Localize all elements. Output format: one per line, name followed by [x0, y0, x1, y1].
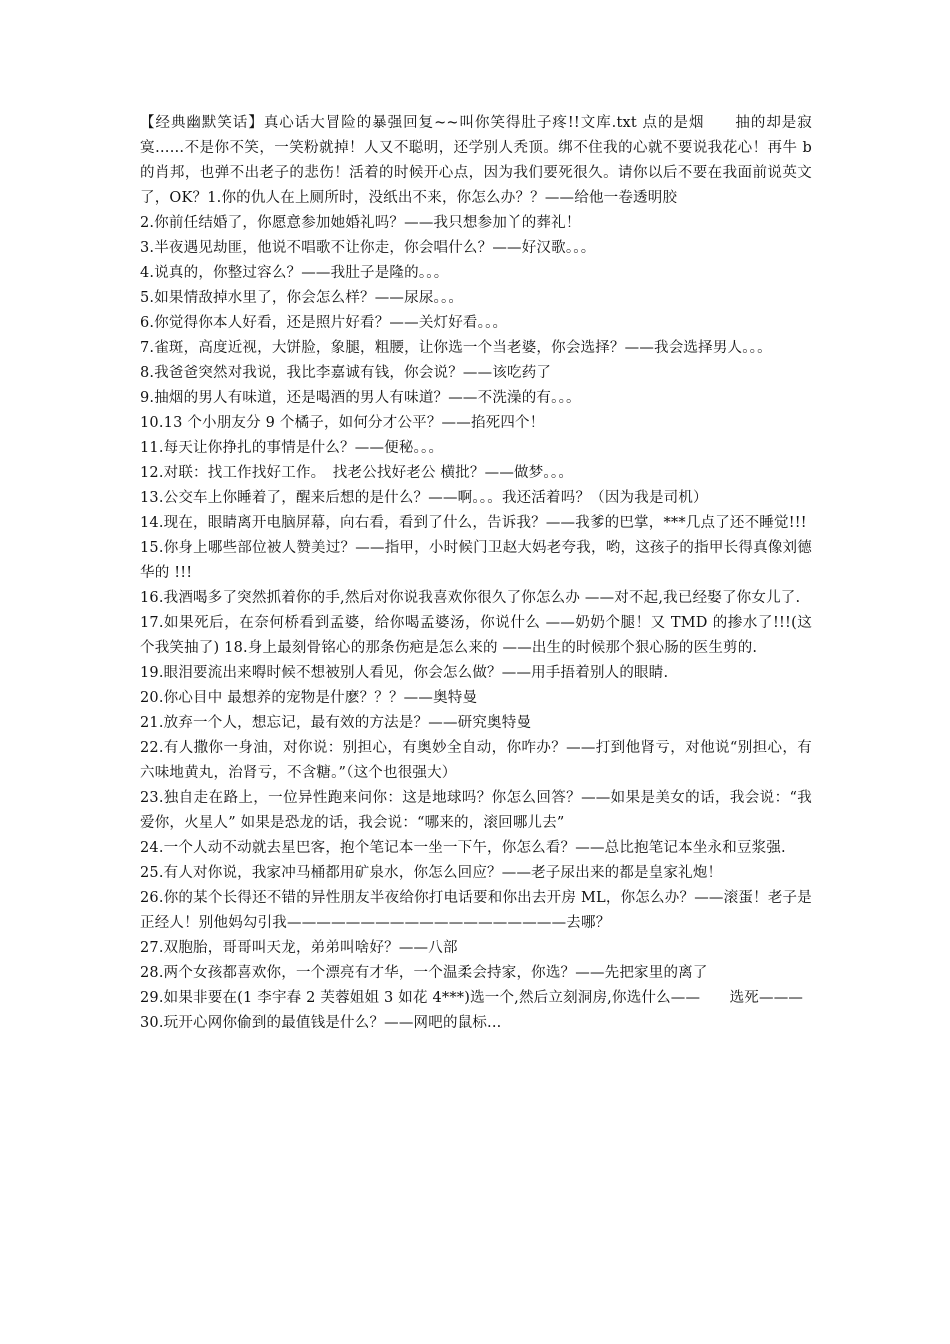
list-item: 9.抽烟的男人有味道，还是喝酒的男人有味道？——不洗澡的有。。。	[140, 390, 581, 406]
intro-paragraph: 【经典幽默笑话】真心话大冒险的暴强回复~~叫你笑得肚子疼!!文库.txt 点的是烟 抽的却是寂寞……不是你不笑，一笑粉就掉！人又不聪明，还学别人秃顶。绑不住我的心就不要说我花心！再牛 b 的肖邦，也弹不出老子的悲伤！活着的时候开心点，因为我们要死很久。请你以后不要在我面前说英文了，OK？1.你的仇人在上厕所时，没纸出不来，你怎么办？？——给他一卷透明胶	[140, 115, 812, 206]
list-item: 17.如果死后，在奈何桥看到孟婆，给你喝孟婆汤，你说什么 ——奶奶个腿！又 TMD 的掺水了!!!(这个我笑抽了) 18.身上最刻骨铭心的那条伤疤是怎么来的 ——出生的时候那个狠心肠的医生剪的.	[140, 615, 812, 656]
list-item: 4.说真的，你整过容么？——我肚子是隆的。。。	[140, 265, 449, 281]
list-item: 12.对联：找工作找好工作。 找老公找好老公 横批？——做梦。。。	[140, 465, 574, 481]
list-item: 30.玩开心网你偷到的最值钱是什么？——网吧的鼠标...	[140, 1015, 502, 1031]
list-item: 10.13 个小朋友分 9 个橘子，如何分才公平？——掐死四个！	[140, 415, 545, 431]
list-item: 20.你心目中 最想养的宠物是什麽？？？——奥特曼	[140, 690, 478, 706]
list-item: 2.你前任结婚了，你愿意参加她婚礼吗？——我只想参加丫的葬礼！	[140, 215, 581, 231]
list-item: 8.我爸爸突然对我说，我比李嘉诚有钱，你会说？——该吃药了	[140, 365, 552, 381]
list-item: 23.独自走在路上，一位异性跑来问你：这是地球吗？你怎么回答？——如果是美女的话，我会说：“我爱你，火星人” 如果是恐龙的话，我会说：“哪来的，滚回哪儿去”	[140, 790, 812, 831]
list-item: 16.我酒喝多了突然抓着你的手,然后对你说我喜欢你很久了你怎么办 ——对不起,我已经娶了你女儿了.	[140, 590, 801, 606]
document-body	[140, 111, 812, 1036]
list-item: 24.一个人动不动就去星巴客，抱个笔记本一坐一下午，你怎么看？——总比抱笔记本坐永和豆浆强.	[140, 840, 786, 856]
list-item: 19.眼泪要流出来嘚时候不想被别人看见，你会怎么做？——用手捂着别人的眼睛.	[140, 665, 669, 681]
list-item: 25.有人对你说，我家冲马桶都用矿泉水，你怎么回应？——老子尿出来的都是皇家礼炮！	[140, 865, 723, 881]
list-item: 14.现在，眼睛离开电脑屏幕，向右看，看到了什么，告诉我？——我爹的巴掌，***几点了还不睡觉!!!	[140, 515, 807, 531]
list-item: 22.有人撒你一身油，对你说：别担心，有奥妙全自动，你咋办？——打到他肾亏，对他说“别担心，有六味地黄丸，治肾亏，不含糖。”（这个也很强大）	[140, 740, 812, 781]
list-item: 7.雀斑，高度近视，大饼脸，象腿，粗腰，让你选一个当老婆，你会选择？——我会选择男人。。。	[140, 340, 772, 356]
list-item: 28.两个女孩都喜欢你，一个漂亮有才华，一个温柔会持家，你选？——先把家里的离了	[140, 965, 708, 981]
list-item: 21.放弃一个人，想忘记，最有效的方法是？——研究奥特曼	[140, 715, 532, 731]
list-item: 27.双胞胎，哥哥叫天龙，弟弟叫啥好？——八部	[140, 940, 458, 956]
list-item: 6.你觉得你本人好看，还是照片好看？——关灯好看。。。	[140, 315, 508, 331]
list-item: 3.半夜遇见劫匪，他说不唱歌不让你走，你会唱什么？——好汉歌。。。	[140, 240, 596, 256]
list-item: 13.公交车上你睡着了，醒来后想的是什么？——啊。。。我还活着吗？（因为我是司机）	[140, 490, 708, 506]
list-item: 5.如果情敌掉水里了，你会怎么样？——尿尿。。。	[140, 290, 464, 306]
list-item: 29.如果非要在(1 李宇春 2 芙蓉姐姐 3 如花 4***)选一个,然后立刻洞房,你选什么—— 选死———	[140, 990, 804, 1006]
list-item: 15.你身上哪些部位被人赞美过？——指甲，小时候门卫赵大妈老夸我，哟，这孩子的指甲长得真像刘德华的 !!!	[140, 540, 812, 581]
list-item: 26.你的某个长得还不错的异性朋友半夜给你打电话要和你出去开房 ML，你怎么办？——滚蛋！老子是正经人！别他妈勾引我———————————————————去哪？	[140, 890, 812, 931]
list-item: 11.每天让你挣扎的事情是什么？——便秘。。。	[140, 440, 444, 456]
